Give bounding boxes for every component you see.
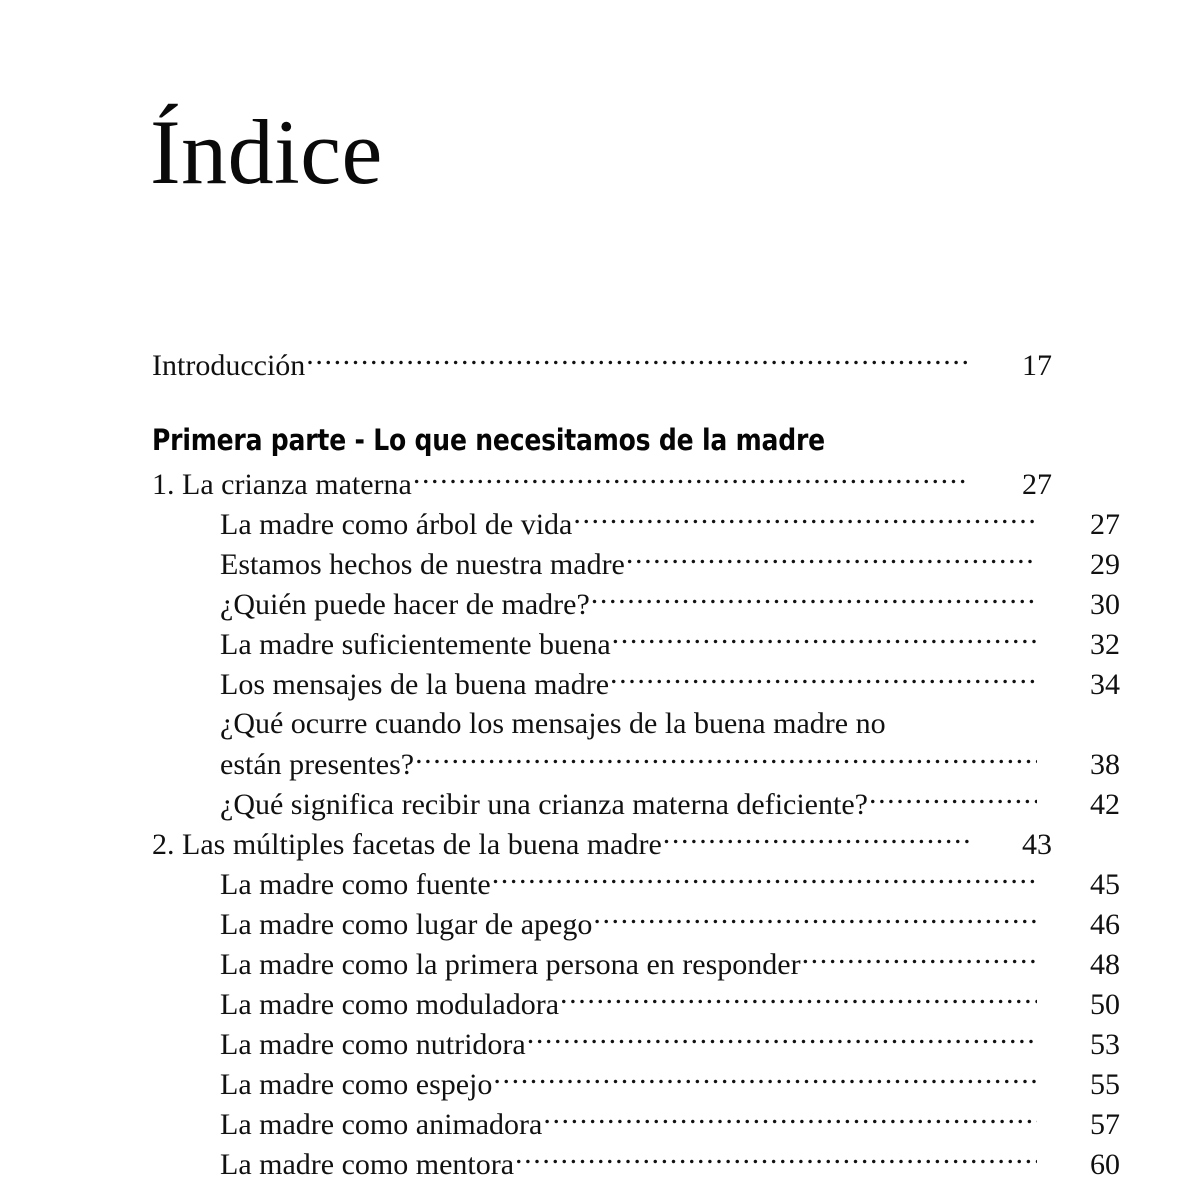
toc-entry[interactable] [152, 984, 1120, 1024]
toc-entry-page: 55 [1090, 1068, 1120, 1101]
dot-leader [560, 984, 1037, 1014]
dot-leader [663, 824, 969, 854]
dot-leader [527, 1024, 1037, 1054]
toc-entry-label: La madre como la primera persona en responder [220, 948, 801, 981]
toc-entry-label: La madre como árbol de vida [220, 508, 573, 541]
dot-leader [573, 504, 1037, 534]
toc-entry-label: 1. La crianza materna [152, 468, 412, 501]
toc-entry-page: 57 [1090, 1108, 1120, 1141]
toc-entry-page: 45 [1090, 868, 1120, 901]
toc-entry-label: La madre como mentora [220, 1148, 515, 1181]
toc-entry-page: 27 [1022, 468, 1052, 501]
dot-leader [591, 584, 1037, 614]
toc-entry[interactable] [152, 1144, 1120, 1184]
toc-entry-label: 2. Las múltiples facetas de la buena madre [152, 828, 662, 861]
toc-entry-wrapped-line-2[interactable] [152, 744, 1120, 784]
toc-entry-page: 27 [1090, 508, 1120, 541]
toc-entry[interactable] [152, 944, 1120, 984]
dot-leader [492, 864, 1037, 894]
toc-entry-chapter-2[interactable] [152, 824, 1052, 864]
toc-entry-label: Estamos hechos de nuestra madre [220, 548, 625, 581]
dot-leader [415, 744, 1037, 774]
toc-entry-page: 32 [1090, 628, 1120, 661]
dot-leader [802, 944, 1037, 974]
dot-leader [610, 664, 1037, 694]
toc-entry[interactable] [152, 904, 1120, 944]
dot-leader [543, 1104, 1037, 1134]
toc-entry-page: 34 [1090, 668, 1120, 701]
toc-entry-label: La madre como moduladora [220, 988, 560, 1021]
toc-entry-label: Introducción [152, 349, 306, 382]
toc-entry[interactable] [152, 624, 1120, 664]
toc-entry-label: La madre como espejo [220, 1068, 493, 1101]
toc-entry-page: 50 [1090, 988, 1120, 1021]
dot-leader [493, 1064, 1037, 1094]
dot-leader [593, 904, 1037, 934]
toc-entry-page: 38 [1090, 748, 1120, 781]
page-title: Índice [150, 100, 383, 203]
toc-entry-chapter-1[interactable] [152, 464, 1052, 504]
dot-leader [626, 544, 1037, 574]
dot-leader [612, 624, 1037, 654]
toc-entry-introduccion[interactable] [152, 345, 1052, 385]
toc-entry-label: La madre suficientemente buena [220, 628, 611, 661]
toc-entry-page: 60 [1090, 1148, 1120, 1181]
toc-entry-label: Los mensajes de la buena madre [220, 668, 610, 701]
toc-entry[interactable] [152, 664, 1120, 704]
toc-entry-page: 43 [1022, 828, 1052, 861]
toc-entry-label: ¿Qué significa recibir una crianza materna deficiente? [220, 788, 868, 821]
dot-leader [306, 345, 969, 375]
toc-entry-page: 29 [1090, 548, 1120, 581]
toc-entry[interactable] [152, 864, 1120, 904]
toc-entry-label: están presentes? [220, 748, 415, 781]
toc-entry-label: La madre como lugar de apego [220, 908, 593, 941]
toc-list [152, 345, 1120, 1184]
toc-entry-label: ¿Quién puede hacer de madre? [220, 588, 590, 621]
toc-entry[interactable] [152, 1064, 1120, 1104]
dot-leader [413, 464, 969, 494]
dot-leader [515, 1144, 1037, 1174]
toc-entry[interactable] [152, 784, 1120, 824]
toc-entry[interactable] [152, 544, 1120, 584]
toc-entry-label: La madre como fuente [220, 868, 491, 901]
toc-entry[interactable] [152, 1024, 1120, 1064]
dot-leader [869, 784, 1037, 814]
toc-entry-page: 30 [1090, 588, 1120, 621]
toc-entry-page: 48 [1090, 948, 1120, 981]
toc-entry-wrapped-line-1[interactable]: ¿Qué ocurre cuando los mensajes de la buena madre no [220, 707, 886, 740]
toc-entry[interactable] [152, 1104, 1120, 1144]
toc-entry-page: 17 [1022, 349, 1052, 382]
toc-entry-page: 42 [1090, 788, 1120, 821]
toc-entry-page: 53 [1090, 1028, 1120, 1061]
toc-part-heading: Primera parte - Lo que necesitamos de la madre [152, 423, 825, 457]
toc-entry[interactable] [152, 584, 1120, 624]
toc-entry-label: La madre como animadora [220, 1108, 543, 1141]
toc-entry-page: 46 [1090, 908, 1120, 941]
toc-entry[interactable] [152, 504, 1120, 544]
toc-entry-label: La madre como nutridora [220, 1028, 526, 1061]
